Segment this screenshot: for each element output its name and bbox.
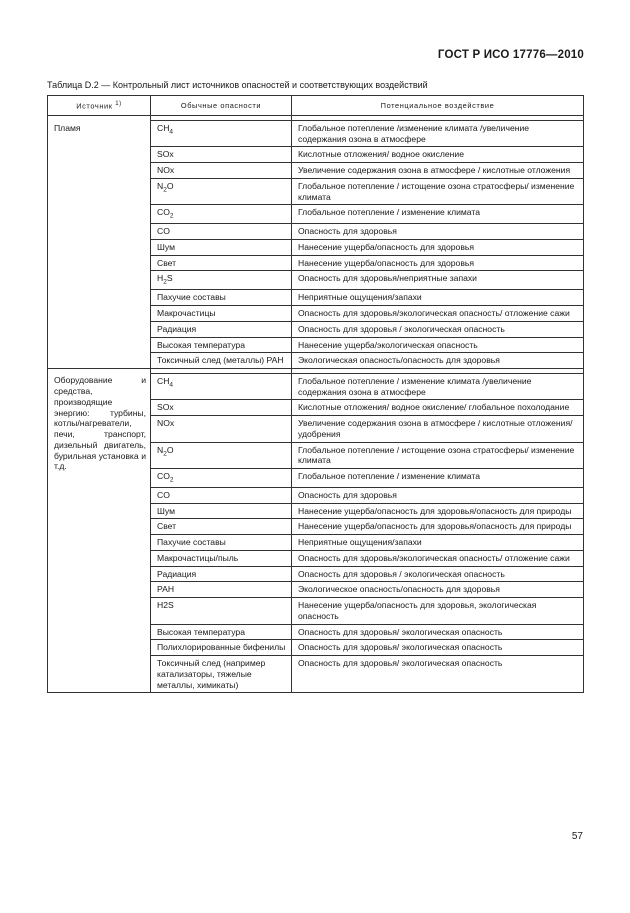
impact-cell: Неприятные ощущения/запахи (292, 290, 584, 306)
hazard-cell: $H_2S$ (151, 271, 292, 290)
hazard-cell: $CH_4$ (151, 121, 292, 147)
column-header-hazards: Обычные опасности (151, 96, 292, 116)
hazard-cell: $CH_4$ (151, 373, 292, 399)
hazard-cell: Макрочастицы (151, 306, 292, 322)
page-number: 57 (571, 831, 583, 842)
impact-cell: Увеличение содержания озона в атмосфере / кислотные отложения/удобрения (292, 416, 584, 442)
impact-cell: Кислотные отложения/ водное окисление/ глобальное похолодание (292, 400, 584, 416)
table-header-row (48, 96, 584, 116)
table-row (48, 121, 584, 147)
hazard-cell: NOx (151, 163, 292, 179)
hazard-cell: Шум (151, 503, 292, 519)
impact-cell: Экологическая опасность/опасность для здоровья (292, 353, 584, 369)
table-row (48, 373, 584, 399)
footnote-marker: 1) (115, 100, 122, 107)
impact-cell: Нанесение ущерба/опасность для здоровья/опасность для природы (292, 503, 584, 519)
hazard-cell: SOx (151, 147, 292, 163)
standard-header: ГОСТ Р ИСО 17776—2010 (437, 49, 584, 61)
impact-cell: Нанесение ущерба/опасность для здоровья (292, 239, 584, 255)
impact-cell: Опасность для здоровья (292, 224, 584, 240)
impact-cell: Неприятные ощущения/запахи (292, 535, 584, 551)
hazard-cell: H2S (151, 598, 292, 624)
hazard-cell: $N_2O$ (151, 178, 292, 204)
impact-cell: Глобальное потепление / изменение климата (292, 205, 584, 224)
hazard-cell: Высокая температура (151, 337, 292, 353)
impact-cell: Нанесение ущерба/экологическая опасность (292, 337, 584, 353)
hazard-cell: Токсичный след (металлы) PAH (151, 353, 292, 369)
impact-cell: Увеличение содержания озона в атмосфере / кислотные отложения (292, 163, 584, 179)
table-caption: Таблица D.2 — Контрольный лист источников опасностей и соответствующих воздействий (47, 80, 428, 90)
hazard-cell: Радиация (151, 321, 292, 337)
impact-cell: Опасность для здоровья/экологическая опасность/ отложение сажи (292, 306, 584, 322)
impact-cell: Опасность для здоровья / экологическая опасность (292, 566, 584, 582)
hazard-cell: Радиация (151, 566, 292, 582)
impact-cell: Нанесение ущерба/опасность для здоровья, экологическая опасность (292, 598, 584, 624)
impact-cell: Нанесение ущерба/опасность для здоровья/опасность для природы (292, 519, 584, 535)
hazard-cell: Свет (151, 519, 292, 535)
hazard-cell: $N_2O$ (151, 442, 292, 468)
hazard-checklist-table (47, 95, 584, 693)
impact-cell: Экологическое опасность/опасность для здоровья (292, 582, 584, 598)
source-cell: Пламя (48, 121, 151, 369)
hazard-cell: Полихлорированные бифенилы (151, 640, 292, 656)
hazard-cell: Свет (151, 255, 292, 271)
hazard-cell: Пахучие составы (151, 535, 292, 551)
hazard-cell: SOx (151, 400, 292, 416)
impact-cell: Опасность для здоровья (292, 487, 584, 503)
hazard-cell: $CO_2$ (151, 205, 292, 224)
impact-cell: Нанесение ущерба/опасность для здоровья (292, 255, 584, 271)
impact-cell: Опасность для здоровья/ экологическая опасность (292, 624, 584, 640)
impact-cell: Глобальное потепление / истощение озона стратосферы/ изменение климата (292, 178, 584, 204)
impact-cell: Опасность для здоровья/неприятные запахи (292, 271, 584, 290)
hazard-cell: Макрочастицы/пыль (151, 550, 292, 566)
hazard-cell: Токсичный след (например катализаторы, тяжелые металлы, химикаты) (151, 656, 292, 693)
table-body (48, 116, 584, 693)
impact-cell: Глобальное потепление /изменение климата /увеличение содержания озона в атмосфере (292, 121, 584, 147)
hazard-cell: CO (151, 487, 292, 503)
hazard-cell: NOx (151, 416, 292, 442)
hazard-cell: CO (151, 224, 292, 240)
impact-cell: Глобальное потепление / истощение озона стратосферы/ изменение климата (292, 442, 584, 468)
hazard-cell: $CO_2$ (151, 469, 292, 488)
hazard-cell: Пахучие составы (151, 290, 292, 306)
impact-cell: Опасность для здоровья/ экологическая опасность (292, 640, 584, 656)
impact-cell: Опасность для здоровья / экологическая опасность (292, 321, 584, 337)
source-cell: Оборудование и средства, производящие энергию: турбины, котлы/нагреватели, печи, транспорт, дизельный двигатель, бурильная установка и т.д. (48, 373, 151, 692)
impact-cell: Опасность для здоровья/ экологическая опасность (292, 656, 584, 693)
column-header-source: Источник $^{1)}$ (48, 96, 151, 116)
impact-cell: Кислотные отложения/ водное окисление (292, 147, 584, 163)
impact-cell: Опасность для здоровья/экологическая опасность/ отложение сажи (292, 550, 584, 566)
impact-cell: Глобальное потепление / изменение климата /увеличение содержания озона в атмосфере (292, 373, 584, 399)
hazard-cell: Шум (151, 239, 292, 255)
column-header-impact: Потенциальное воздействие (292, 96, 584, 116)
hazard-cell: PAH (151, 582, 292, 598)
impact-cell: Глобальное потепление / изменение климата (292, 469, 584, 488)
hazard-cell: Высокая температура (151, 624, 292, 640)
